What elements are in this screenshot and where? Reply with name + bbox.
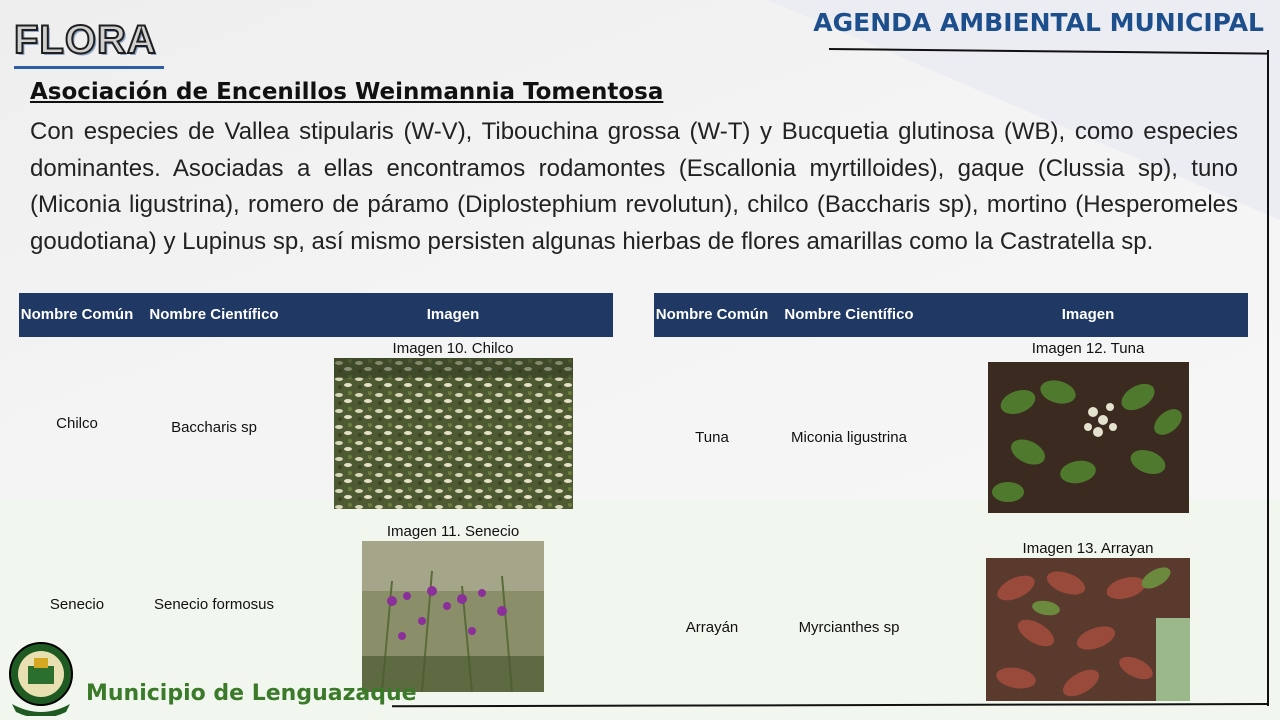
association-description: Con especies de Vallea stipularis (W-V), Tibouchina grossa (W-T) y Bucquetia glutinosa (WB), como especies dominantes. Asociadas a ellas encontramos rodamontes (Escallonia myrtilloides), gaque (Clussia sp), tuno (Miconia ligustrina), romero de páramo (Diplostephium revolutun), chilco (Baccharis sp), mortino (Hesperomeles goudotiana) y Lupinus sp, así mismo persisten algunas hierbas de flores amarillas como la Castratella sp.: [30, 118, 1238, 255]
species-table-left: [19, 293, 613, 692]
section-title-underline: [14, 66, 164, 69]
section-title: FLORA: [14, 18, 157, 62]
image-caption: Imagen 12. Tuna: [1031, 340, 1145, 357]
common-name-cell: Arrayán: [685, 618, 739, 636]
municipal-seal-icon: [8, 640, 74, 716]
association-heading: Asociación de Encenillos Weinmannia Tomentosa: [30, 79, 664, 105]
table-header-row: [19, 293, 613, 337]
image-cell: [928, 537, 1248, 717]
species-table-right: [654, 293, 1248, 717]
image-caption: Imagen 10. Chilco: [392, 340, 514, 357]
scientific-name-cell: Miconia ligustrina: [791, 428, 907, 446]
table-row: [654, 337, 1248, 537]
image-cell: [293, 517, 613, 692]
image-cell: [928, 337, 1248, 537]
flower-photo-icon: [362, 541, 544, 692]
leaves-photo-icon: [986, 558, 1190, 701]
column-header-common-name: Nombre Común: [19, 293, 135, 337]
scientific-name-cell: Myrcianthes sp: [798, 618, 900, 636]
common-name-cell: Chilco: [56, 414, 98, 432]
column-header-common-name: Nombre Común: [654, 293, 770, 337]
column-header-image: Imagen: [928, 293, 1248, 337]
table-header-row: [654, 293, 1248, 337]
frame-line-right: [1267, 50, 1269, 706]
table-row: [19, 337, 613, 517]
image-caption: Imagen 13. Arrayan: [1022, 540, 1154, 557]
image-caption: Imagen 11. Senecio: [386, 523, 520, 540]
shrub-photo-icon: [334, 358, 573, 509]
column-header-image: Imagen: [293, 293, 613, 337]
municipality-name: Municipio de Lenguazaque: [86, 681, 417, 706]
common-name-cell: Tuna: [695, 428, 729, 446]
common-name-cell: Senecio: [49, 596, 105, 613]
agenda-title: AGENDA AMBIENTAL MUNICIPAL: [813, 8, 1264, 37]
leaves-photo-icon: [988, 362, 1189, 513]
table-row: [19, 517, 613, 692]
scientific-name-cell: Baccharis sp: [171, 418, 257, 436]
scientific-name-cell: Senecio formosus: [153, 596, 275, 613]
table-row: [654, 537, 1248, 717]
column-header-scientific-name: Nombre Científico: [135, 293, 293, 337]
column-header-scientific-name: Nombre Científico: [770, 293, 928, 337]
image-cell: [293, 337, 613, 517]
